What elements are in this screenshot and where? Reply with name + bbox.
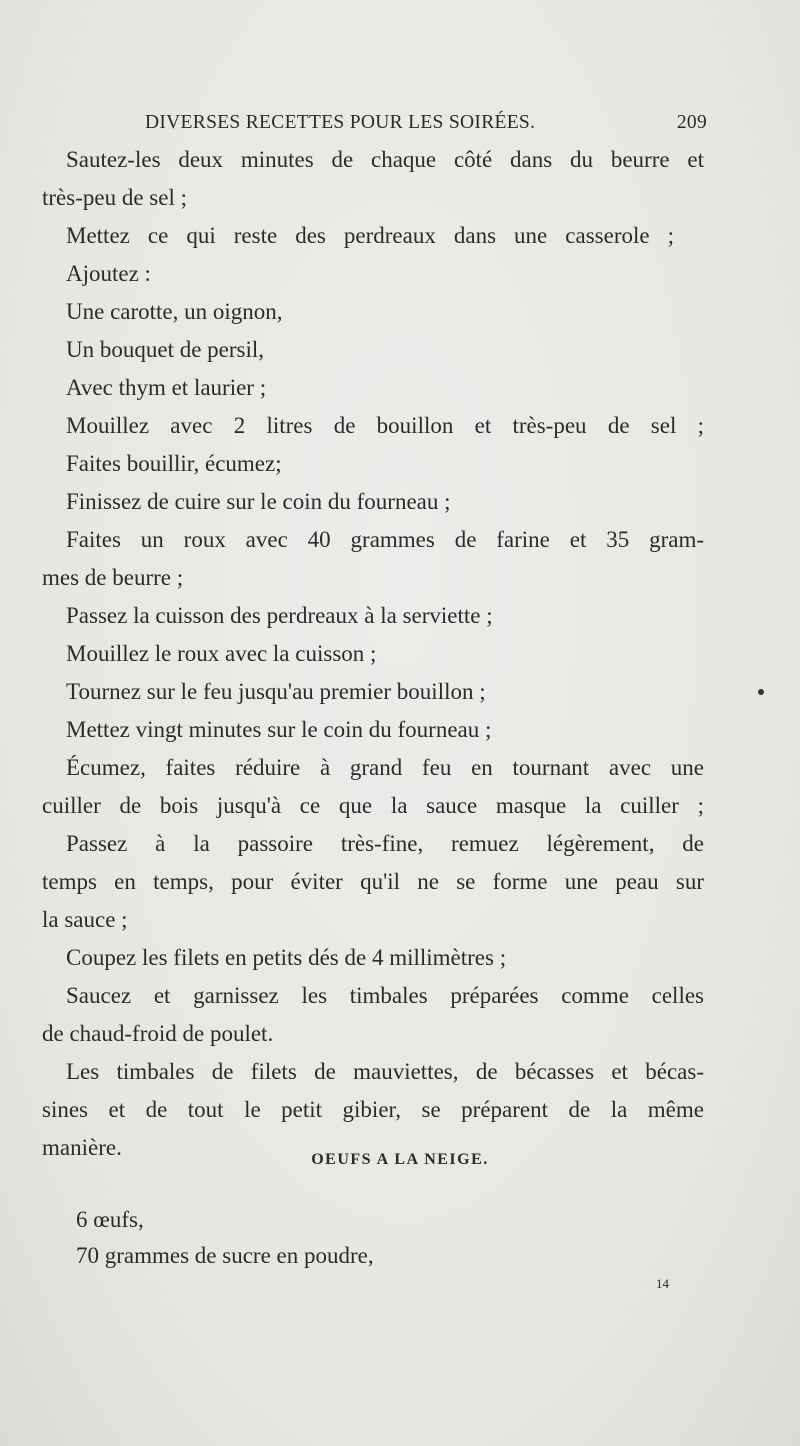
- text-line: Faites un roux avec 40 grammes de farine et 35 gram-: [66, 527, 704, 552]
- text-line: Une carotte, un oignon,: [66, 299, 283, 324]
- text-line: Mouillez le roux avec la cuisson ;: [66, 641, 377, 666]
- text-line: très-peu de sel ;: [42, 185, 187, 210]
- text-line: de chaud-froid de poulet.: [42, 1021, 274, 1046]
- text-line: Mettez vingt minutes sur le coin du fourneau ;: [66, 717, 492, 742]
- text-line: Les timbales de filets de mauviettes, de bécasses et bécas-: [66, 1059, 704, 1084]
- ink-speck: [758, 689, 764, 695]
- text-line: Finissez de cuire sur le coin du fourneau ;: [66, 489, 451, 514]
- text-line: Saucez et garnissez les timbales préparées comme celles: [66, 983, 704, 1008]
- text-line: Faites bouillir, écumez;: [66, 451, 282, 476]
- ingredient-item: 6 œufs,: [76, 1207, 144, 1232]
- text-line: Un bouquet de persil,: [66, 337, 265, 362]
- text-line: Tournez sur le feu jusqu'au premier bouillon ;: [66, 679, 486, 704]
- signature-mark: 14: [656, 1276, 669, 1291]
- text-line: Ajoutez :: [66, 261, 151, 286]
- text-line: sines et de tout le petit gibier, se préparent de la même: [42, 1097, 704, 1122]
- text-line: mes de beurre ;: [42, 565, 184, 590]
- ingredient-item: 70 grammes de sucre en poudre,: [76, 1243, 374, 1268]
- section-title: OEUFS A LA NEIGE.: [311, 1151, 489, 1168]
- text-line: Passez à la passoire très-fine, remuez légèrement, de: [66, 831, 704, 856]
- text-line: Mouillez avec 2 litres de bouillon et très-peu de sel ;: [66, 413, 704, 438]
- text-line: Sautez-les deux minutes de chaque côté dans du beurre et: [66, 147, 704, 172]
- text-line: Passez la cuisson des perdreaux à la serviette ;: [66, 603, 493, 628]
- text-line: manière.: [42, 1135, 122, 1160]
- text-line: la sauce ;: [42, 907, 128, 932]
- page-number: 209: [676, 112, 707, 133]
- text-line: temps en temps, pour éviter qu'il ne se forme une peau sur: [42, 869, 704, 894]
- running-title: DIVERSES RECETTES POUR LES SOIRÉES.: [145, 112, 536, 133]
- text-line: Mettez ce qui reste des perdreaux dans une casserole ;: [66, 223, 674, 248]
- text-line: cuiller de bois jusqu'à ce que la sauce masque la cuiller ;: [42, 793, 704, 818]
- text-line: Écumez, faites réduire à grand feu en tournant avec une: [66, 755, 704, 780]
- text-line: Avec thym et laurier ;: [66, 375, 267, 400]
- text-line: Coupez les filets en petits dés de 4 millimètres ;: [66, 945, 507, 970]
